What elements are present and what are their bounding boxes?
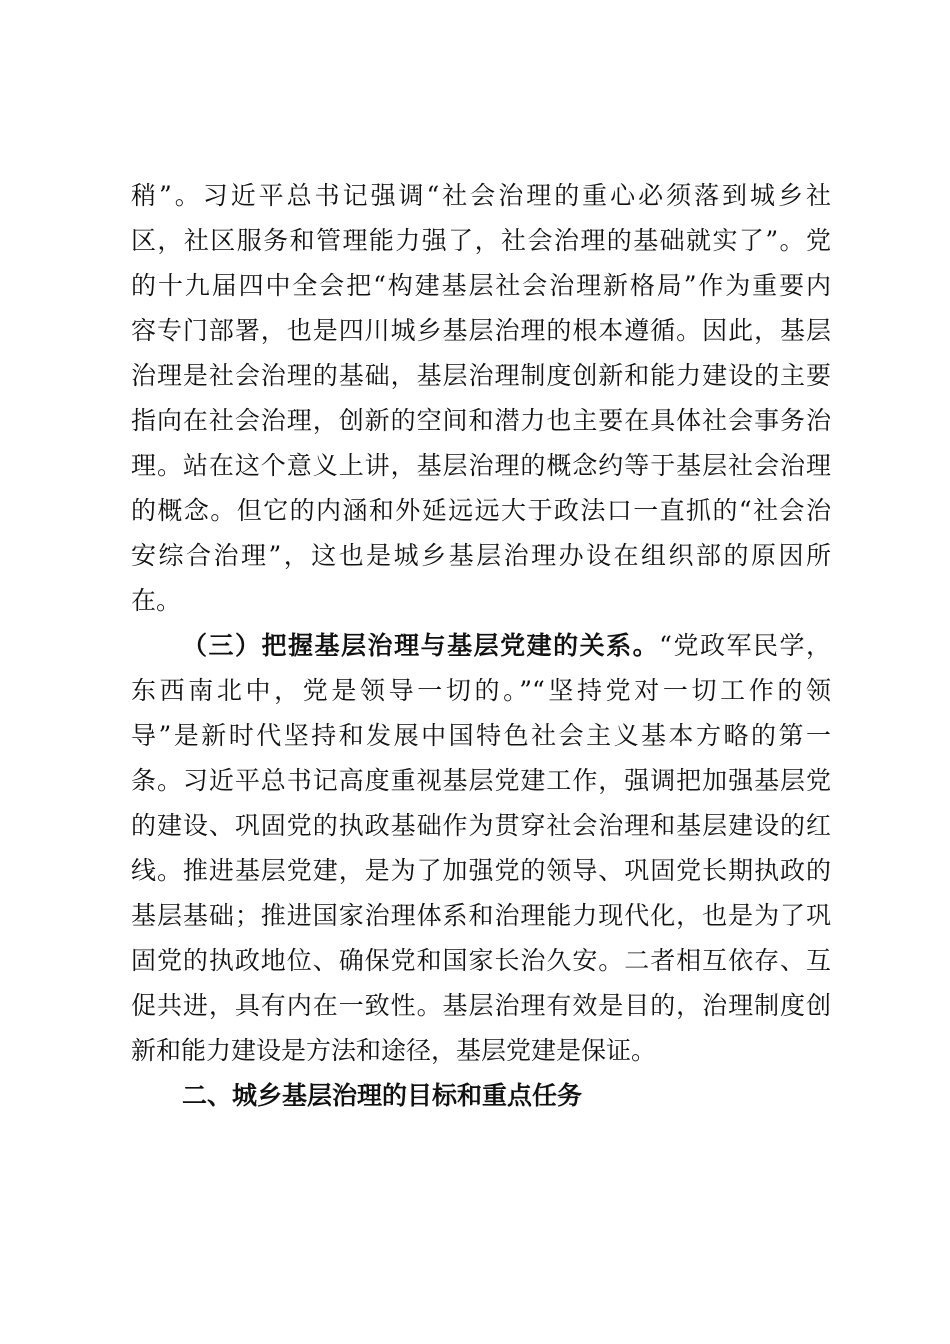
text-line: 在。: [131, 586, 182, 615]
text-line: 治理是社会治理的基础，基层治理制度创新和能力建设的主要: [131, 361, 831, 390]
text-line: 安综合治理”，这也是城乡基层治理办设在组织部的原因所: [131, 541, 831, 570]
text-line: 促共进，具有内在一致性。基层治理有效是目的，治理制度创: [131, 991, 831, 1020]
lead-text-run: “党政军民学，: [659, 631, 831, 660]
subheading-run: （三）把握基层治理与基层党建的关系。: [182, 631, 660, 660]
section-heading: 二、城乡基层治理的目标和重点任务: [182, 1081, 583, 1110]
text-line: 的概念。但它的内涵和外延远远大于政法口一直抓的“社会治: [131, 496, 831, 525]
text-line: 稍”。习近平总书记强调“社会治理的重心必须落到城乡社: [131, 181, 831, 210]
text-line: 固党的执政地位、确保党和国家长治久安。二者相互依存、互: [131, 946, 831, 975]
text-line: 条。习近平总书记高度重视基层党建工作，强调把加强基层党: [131, 766, 831, 795]
text-line: 的建设、巩固党的执政基础作为贯穿社会治理和基层建设的红: [131, 811, 831, 840]
text-line: 导”是新时代坚持和发展中国特色社会主义基本方略的第一: [131, 721, 831, 750]
text-line: 线。推进基层党建，是为了加强党的领导、巩固党长期执政的: [131, 856, 831, 885]
text-line: 东西南北中，党是领导一切的。”“坚持党对一切工作的领: [131, 676, 831, 705]
text-line: 基层基础；推进国家治理体系和治理能力现代化，也是为了巩: [131, 901, 831, 930]
text-line: 新和能力建设是方法和途径，基层党建是保证。: [131, 1036, 657, 1065]
text-line: 理。站在这个意义上讲，基层治理的概念约等于基层社会治理: [131, 451, 831, 480]
text-line: 容专门部署，也是四川城乡基层治理的根本遵循。因此，基层: [131, 316, 831, 345]
text-line: 指向在社会治理，创新的空间和潜力也主要在具体社会事务治: [131, 406, 831, 435]
text-line: 的十九届四中全会把“构建基层社会治理新格局”作为重要内: [131, 271, 831, 300]
paragraph-lead-line: [182, 631, 831, 661]
text-line: 区，社区服务和管理能力强了，社会治理的基础就实了”。党: [131, 226, 831, 255]
